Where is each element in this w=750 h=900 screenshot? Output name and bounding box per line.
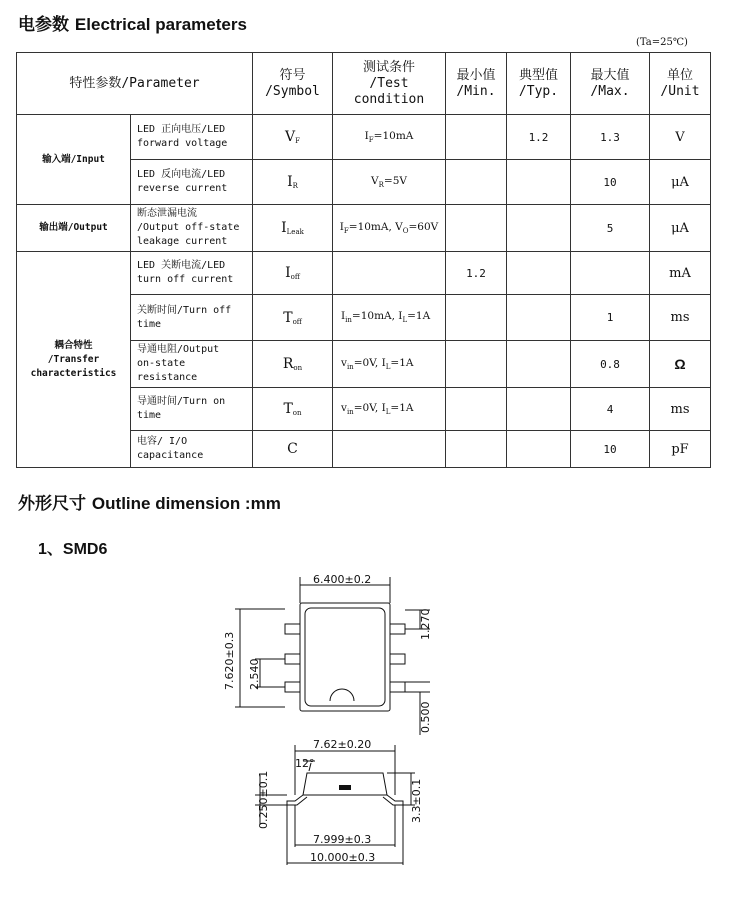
electrical-heading-en: Electrical parameters <box>74 15 247 34</box>
header-max: 最大值 /Max. <box>571 53 650 115</box>
right-pin-1 <box>390 624 405 634</box>
side-view-body <box>303 773 387 795</box>
condition-cell <box>333 431 446 468</box>
max-cell: 5 <box>571 205 650 252</box>
dim-thickness: 3.3±0.1 <box>410 778 423 823</box>
dim-pin-offset: 1.270 <box>419 608 432 640</box>
condition-cell: $V_R=5V$ <box>333 160 446 205</box>
dim-pin-pitch: 2.540 <box>248 658 261 690</box>
symbol-cell: $R_{on}$ <box>253 341 333 388</box>
min-cell <box>446 160 507 205</box>
dim-top-width: 6.400±0.2 <box>313 573 372 586</box>
outline-heading <box>18 489 281 514</box>
min-cell <box>446 431 507 468</box>
side-view-left-lead <box>287 795 307 805</box>
unit-cell: ms <box>650 295 711 341</box>
symbol-cell: $I_R$ <box>253 160 333 205</box>
unit-cell: μA <box>650 160 711 205</box>
condition-cell: $I_F=10mA$ <box>333 115 446 160</box>
typ-cell <box>507 295 571 341</box>
header-min: 最小值 /Min. <box>446 53 507 115</box>
group-transfer: 耦合特性 /Transfer characteristics <box>17 252 131 468</box>
max-cell: 10 <box>571 431 650 468</box>
unit-cell: ms <box>650 388 711 431</box>
unit-cell: mA <box>650 252 711 295</box>
side-view-right-lead <box>383 795 403 805</box>
param-cell: 关断时间/Turn off time <box>131 295 253 341</box>
condition-cell: $I_{in}=10mA$, $I_L=1A$ <box>333 295 446 341</box>
ambient-condition: (Ta=25℃) <box>636 37 688 48</box>
typ-cell <box>507 341 571 388</box>
typ-cell <box>507 160 571 205</box>
unit-cell: pF <box>650 431 711 468</box>
top-view-inner <box>305 608 385 706</box>
table-row <box>17 205 711 252</box>
param-cell: 导通时间/Turn on time <box>131 388 253 431</box>
dim-pin-width: 0.500 <box>419 701 432 733</box>
param-cell: 电容/ I/O capacitance <box>131 431 253 468</box>
header-typ: 典型值 /Typ. <box>507 53 571 115</box>
max-cell: 1 <box>571 295 650 341</box>
symbol-cell: $I_{Leak}$ <box>253 205 333 252</box>
package-heading: 1、SMD6 <box>38 541 108 558</box>
electrical-heading <box>18 10 247 35</box>
left-pin-2 <box>285 654 300 664</box>
dim-body-width: 7.62±0.20 <box>313 738 372 751</box>
min-cell <box>446 295 507 341</box>
typ-cell <box>507 431 571 468</box>
unit-cell: μA <box>650 205 711 252</box>
condition-cell: $I_F=10mA$, $V_O=60V$ <box>333 205 446 252</box>
electrical-parameters-table <box>16 52 711 468</box>
table-header-row <box>17 53 711 115</box>
max-cell: 10 <box>571 160 650 205</box>
param-cell: 导通电阻/Output on-state resistance <box>131 341 253 388</box>
unit-cell: V <box>650 115 711 160</box>
outline-heading-cn: 外形尺寸 <box>18 494 86 514</box>
param-cell: LED 反向电流/LED reverse current <box>131 160 253 205</box>
header-unit: 单位 /Unit <box>650 53 711 115</box>
header-symbol: 符号 /Symbol <box>253 53 333 115</box>
right-pin-3 <box>390 682 405 692</box>
table-row <box>17 252 711 295</box>
param-cell: LED 关断电流/LED turn off current <box>131 252 253 295</box>
symbol-cell: $V_F$ <box>253 115 333 160</box>
min-cell <box>446 388 507 431</box>
typ-cell <box>507 252 571 295</box>
typ-cell <box>507 388 571 431</box>
top-view-body <box>300 603 390 711</box>
left-pin-3 <box>285 682 300 692</box>
param-cell: 断态泄漏电流 /Output off-state leakage current <box>131 205 253 252</box>
header-parameter: 特性参数/Parameter <box>17 53 253 115</box>
condition-cell: $v_{in}=0V$, $I_L=1A$ <box>333 341 446 388</box>
dim-height: 7.620±0.3 <box>223 631 236 690</box>
group-input: 输入端/Input <box>17 115 131 205</box>
min-cell <box>446 115 507 160</box>
header-test-condition: 测试条件 /Test condition <box>333 53 446 115</box>
max-cell: 4 <box>571 388 650 431</box>
dim-overall: 10.000±0.3 <box>310 851 376 864</box>
symbol-cell: $T_{on}$ <box>253 388 333 431</box>
table-row <box>17 115 711 160</box>
dim-angle: 12° <box>295 757 315 770</box>
param-cell: LED 正向电压/LED forward voltage <box>131 115 253 160</box>
condition-cell: $v_{in}=0V$, $I_L=1A$ <box>333 388 446 431</box>
typ-cell: 1.2 <box>507 115 571 160</box>
group-output: 输出端/Output <box>17 205 131 252</box>
outline-drawing <box>215 565 435 885</box>
max-cell: 0.8 <box>571 341 650 388</box>
left-pin-1 <box>285 624 300 634</box>
min-cell <box>446 205 507 252</box>
min-cell: 1.2 <box>446 252 507 295</box>
dim-lead-span: 7.999±0.3 <box>313 833 372 846</box>
symbol-cell: $I_{off}$ <box>253 252 333 295</box>
unit-cell: Ω <box>650 341 711 388</box>
pin1-notch <box>330 689 354 701</box>
outline-heading-en: Outline dimension :mm <box>91 494 281 513</box>
symbol-cell: $T_{off}$ <box>253 295 333 341</box>
max-cell <box>571 252 650 295</box>
max-cell: 1.3 <box>571 115 650 160</box>
dim-standoff: 0.250±0.1 <box>257 770 270 829</box>
right-pin-2 <box>390 654 405 664</box>
condition-cell <box>333 252 446 295</box>
side-view-marker <box>339 785 351 790</box>
symbol-cell: C <box>253 431 333 468</box>
typ-cell <box>507 205 571 252</box>
min-cell <box>446 341 507 388</box>
electrical-heading-cn: 电参数 <box>18 15 69 35</box>
